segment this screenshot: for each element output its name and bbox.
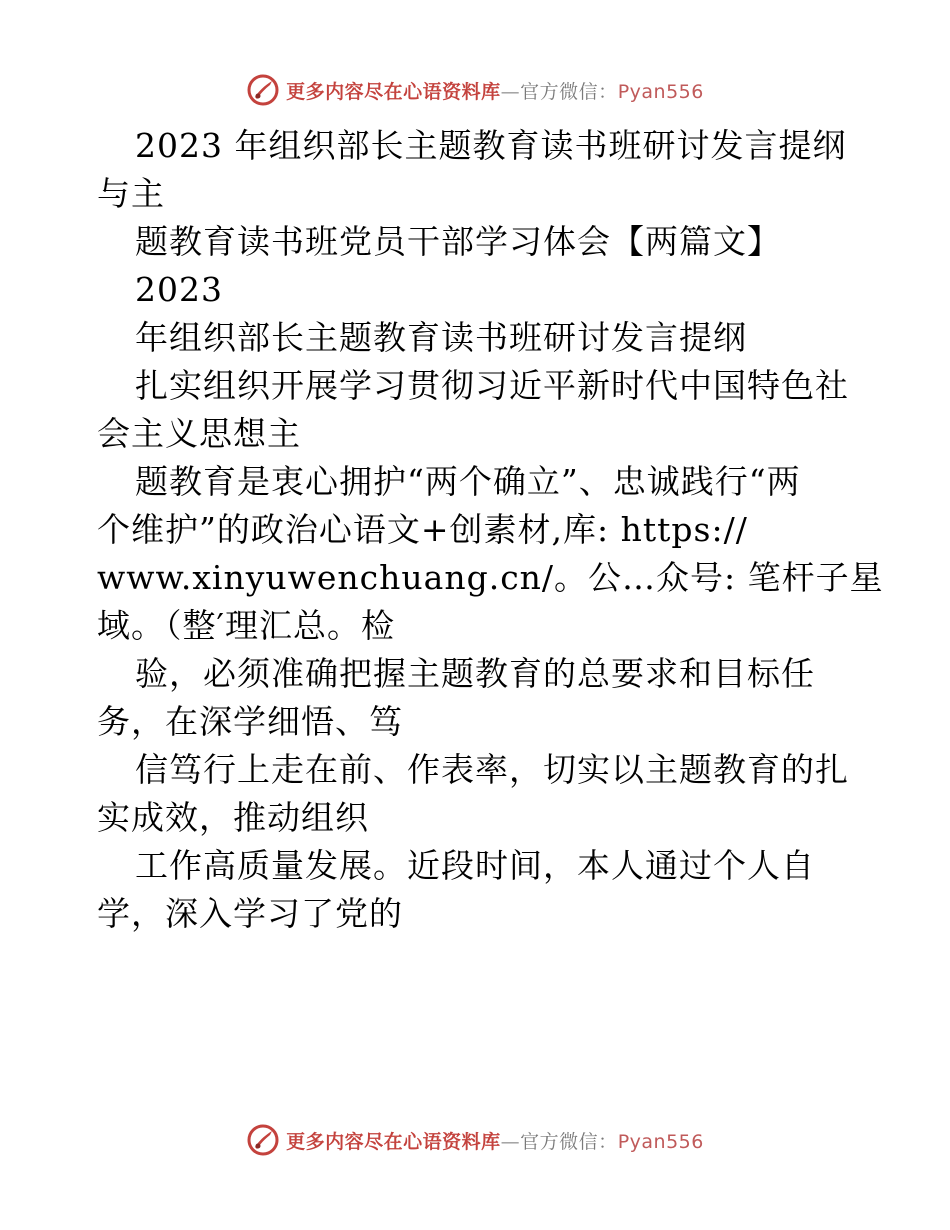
brush-logo-icon [246, 73, 280, 107]
text-line: 个维护”的政治心语文+创素材,库: https:// [97, 510, 748, 549]
text-line: 2023 [135, 270, 223, 309]
text-line: 学，深入学习了党的 [97, 894, 403, 933]
text-line: 扎实组织开展学习贯彻习近平新时代中国特色社 [135, 366, 849, 405]
text-line: 2023 年组织部长主题教育读书班研讨发言提纲 [135, 126, 847, 165]
text-line: 年组织部长主题教育读书班研讨发言提纲 [135, 318, 747, 357]
text-line: 务，在深学细悟、笃 [97, 702, 403, 741]
document-body [97, 122, 884, 938]
text-line: 信笃行上走在前、作表率，切实以主题教育的扎 [135, 750, 849, 789]
header-watermark-text: 更多内容尽在心语资料库—官方微信：Pyan556 [286, 80, 704, 103]
footer-watermark-banner [0, 1120, 950, 1160]
text-line: 验，必须准确把握主题教育的总要求和目标任 [135, 654, 815, 693]
brush-logo-icon [246, 1123, 280, 1157]
text-line: 题教育读书班党员干部学习体会【两篇文】 [135, 222, 781, 261]
header-watermark-banner [0, 70, 950, 110]
text-line: 与主 [97, 174, 165, 213]
text-line: 会主义思想主 [97, 414, 301, 453]
text-line: 工作高质量发展。近段时间，本人通过个人自 [135, 846, 815, 885]
text-line: 域。（整′理汇总。检 [97, 606, 395, 645]
text-line: 实成效，推动组织 [97, 798, 369, 837]
footer-watermark-text: 更多内容尽在心语资料库—官方微信：Pyan556 [286, 1130, 704, 1153]
text-line: www.xinyuwenchuang.cn/。公…众号: 笔杆子星 [97, 558, 884, 597]
text-line: 题教育是衷心拥护“两个确立”、忠诚践行“两 [135, 462, 801, 501]
